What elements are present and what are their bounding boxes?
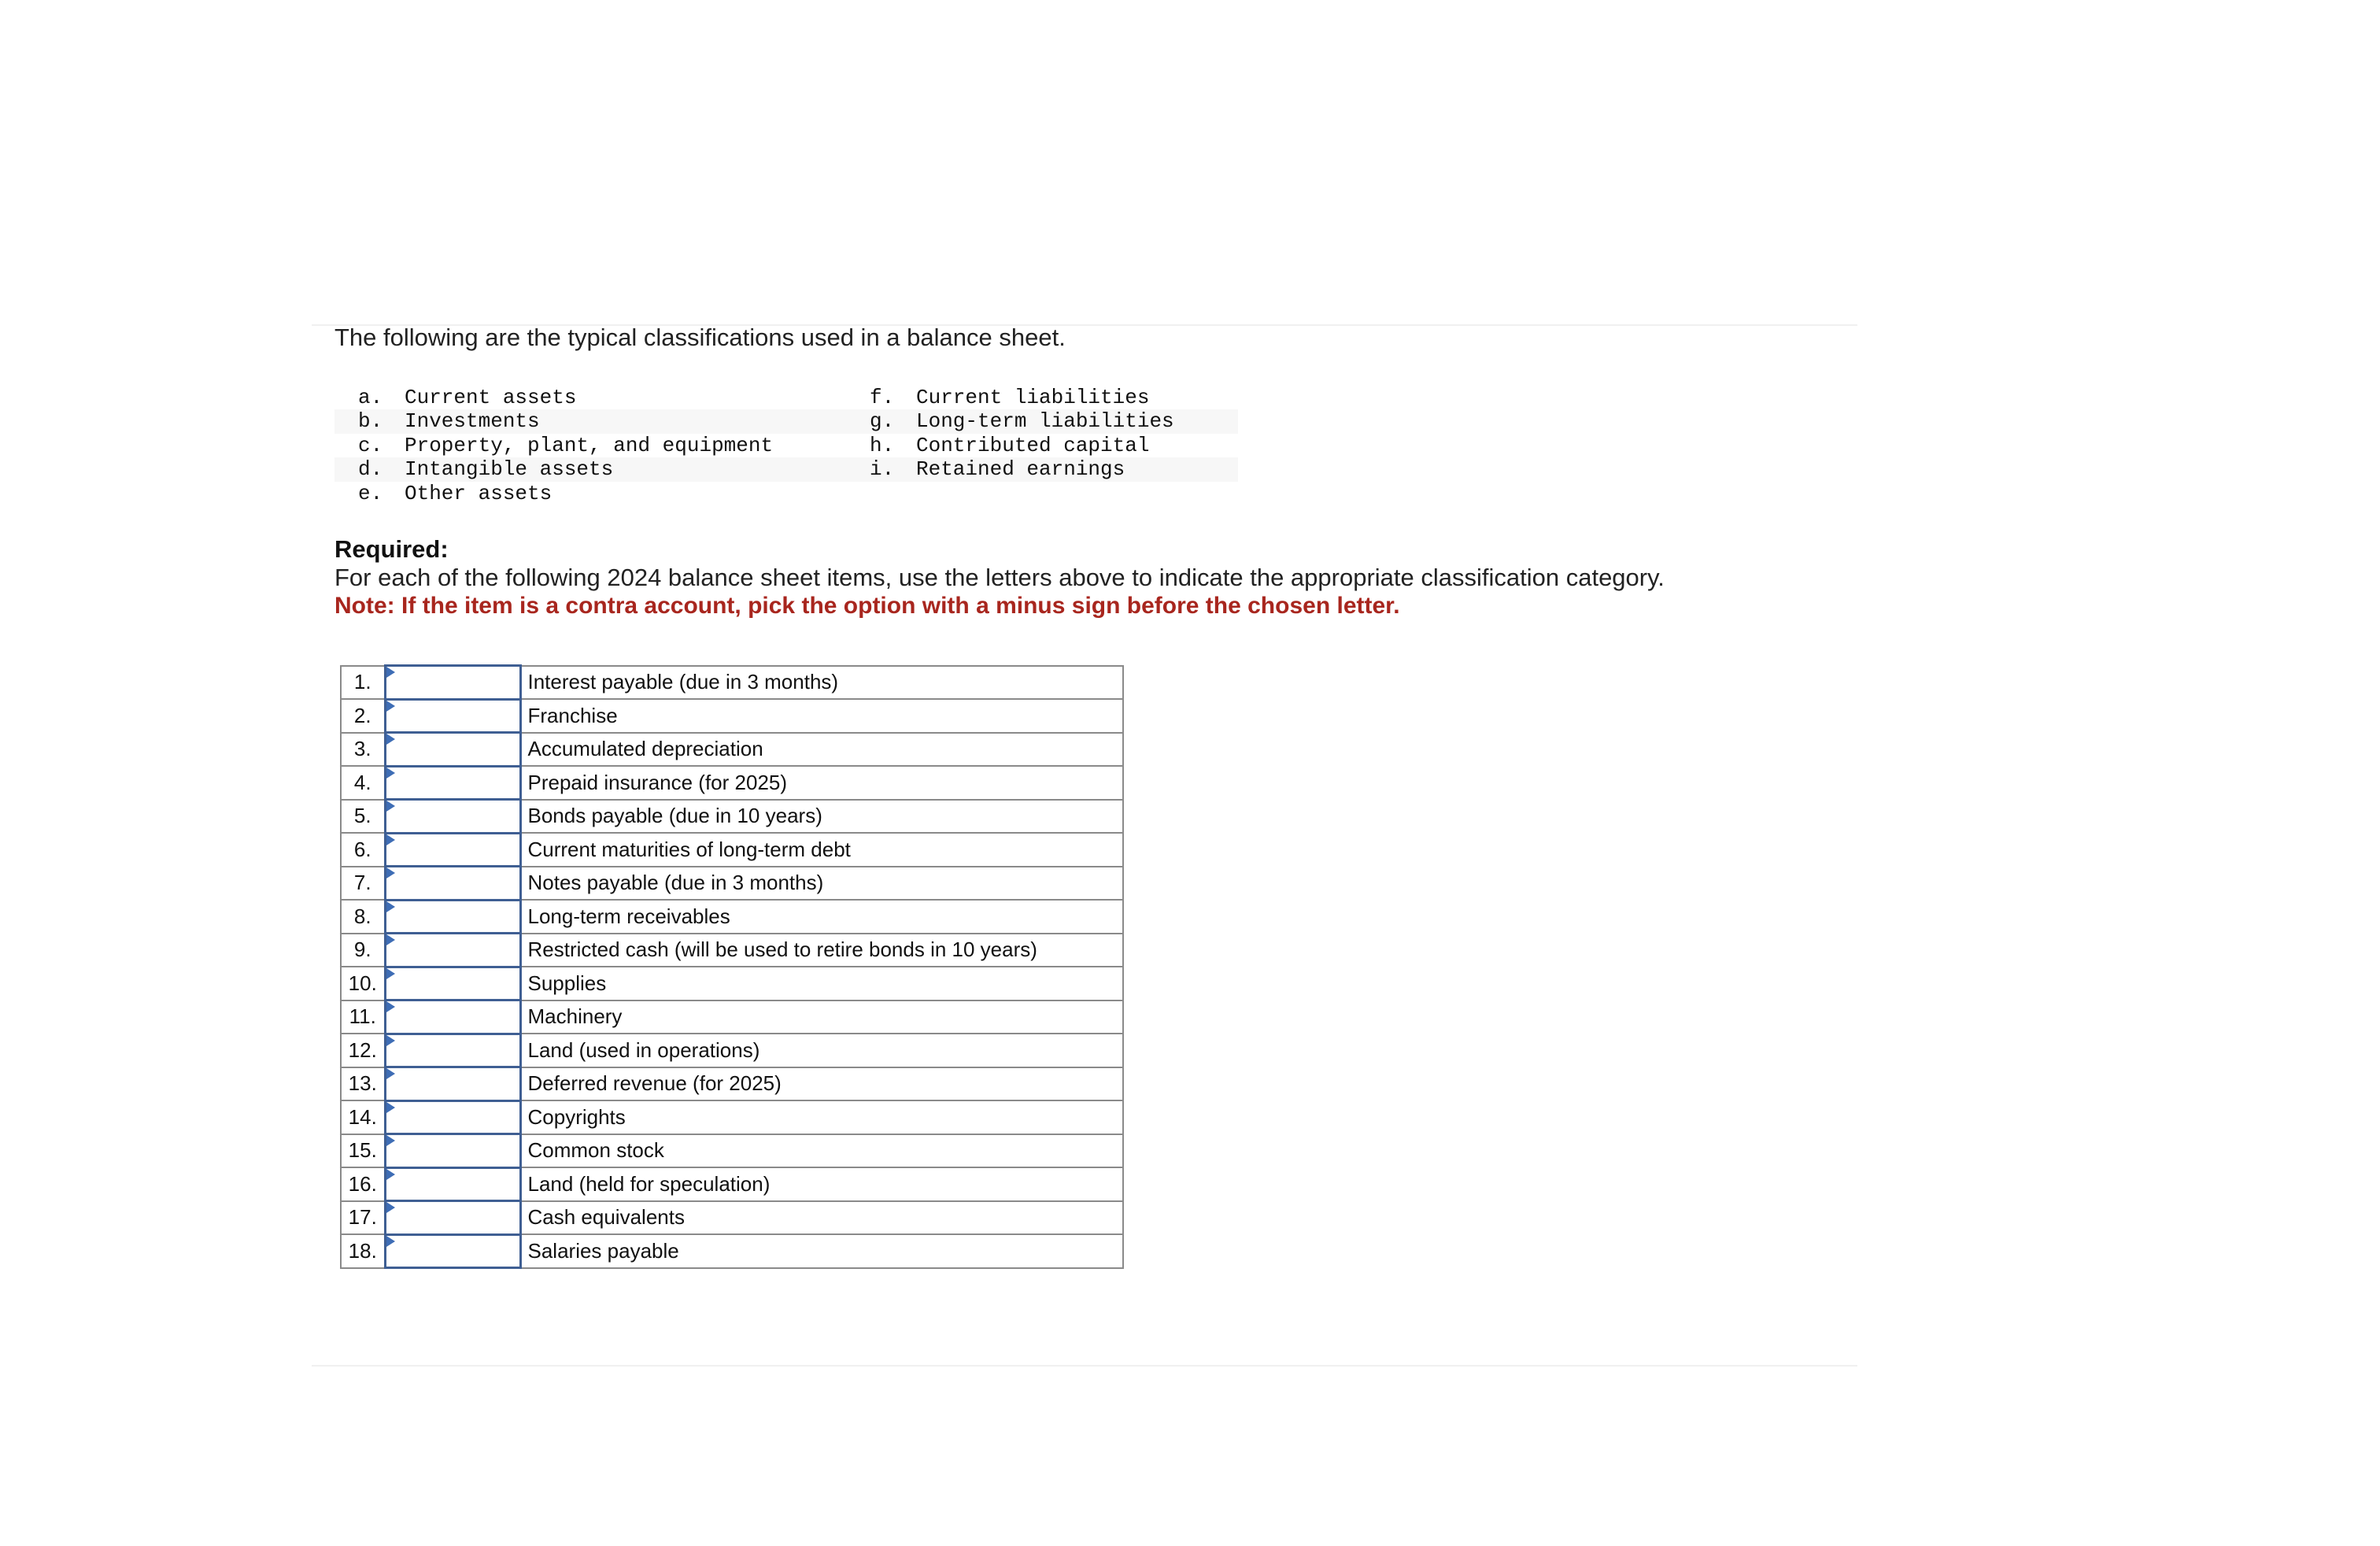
classification-row (334, 457, 1238, 481)
item-row (341, 1067, 1123, 1101)
selected-classification[interactable] (386, 1135, 519, 1167)
selected-classification[interactable] (386, 1102, 519, 1134)
dropdown-indicator-icon (386, 801, 395, 812)
item-description: Supplies (520, 967, 1123, 1000)
classification-label: Retained earnings (916, 457, 1125, 482)
item-description: Deferred revenue (for 2025) (520, 1067, 1123, 1101)
classification-label: Property, plant, and equipment (405, 433, 774, 457)
item-number: 11. (341, 1000, 385, 1034)
item-number: 13. (341, 1067, 385, 1101)
dropdown-indicator-icon (386, 901, 395, 912)
classification-dropdown[interactable] (385, 1134, 520, 1168)
classification-dropdown[interactable] (385, 1000, 520, 1034)
classification-dropdown[interactable] (385, 699, 520, 733)
item-description: Franchise (520, 699, 1123, 733)
item-description: Common stock (520, 1134, 1123, 1168)
selected-classification[interactable] (386, 1001, 519, 1033)
classification-letter: i. (870, 457, 895, 482)
classification-label: Investments (405, 409, 540, 434)
item-number: 10. (341, 967, 385, 1000)
item-row (341, 800, 1123, 834)
item-number: 7. (341, 867, 385, 901)
dropdown-indicator-icon (386, 1102, 395, 1113)
dropdown-indicator-icon (386, 834, 395, 845)
contra-account-note: Note: If the item is a contra account, pick the option with a minus sign before the chosen letter. (334, 593, 1400, 619)
classification-dropdown[interactable] (385, 766, 520, 800)
item-number: 6. (341, 833, 385, 867)
dropdown-indicator-icon (386, 1202, 395, 1213)
item-row (341, 766, 1123, 800)
item-description: Current maturities of long-term debt (520, 833, 1123, 867)
classification-dropdown[interactable] (385, 666, 520, 700)
selected-classification[interactable] (386, 934, 519, 966)
selected-classification[interactable] (386, 867, 519, 899)
item-description: Prepaid insurance (for 2025) (520, 766, 1123, 800)
item-description: Accumulated depreciation (520, 733, 1123, 767)
selected-classification[interactable] (386, 701, 519, 732)
selected-classification[interactable] (386, 834, 519, 866)
question-intro: The following are the typical classifications used in a balance sheet. (334, 324, 1066, 351)
item-number: 5. (341, 800, 385, 834)
item-description: Long-term receivables (520, 900, 1123, 934)
classification-dropdown[interactable] (385, 1067, 520, 1101)
classification-label: Contributed capital (916, 433, 1150, 457)
item-number: 1. (341, 666, 385, 700)
classification-list (334, 386, 1238, 505)
classification-label: Current liabilities (916, 386, 1150, 409)
classification-row (334, 482, 1238, 505)
item-description: Land (held for speculation) (520, 1167, 1123, 1201)
dropdown-indicator-icon (386, 1135, 395, 1146)
item-row (341, 900, 1123, 934)
classification-dropdown[interactable] (385, 833, 520, 867)
classification-dropdown[interactable] (385, 800, 520, 834)
item-row (341, 1034, 1123, 1067)
item-description: Land (used in operations) (520, 1034, 1123, 1067)
required-heading: Required: (334, 535, 449, 563)
item-description: Copyrights (520, 1100, 1123, 1134)
item-row (341, 1100, 1123, 1134)
item-row (341, 1167, 1123, 1201)
dropdown-indicator-icon (386, 1035, 395, 1046)
selected-classification[interactable] (386, 767, 519, 799)
classification-dropdown[interactable] (385, 1034, 520, 1067)
classification-dropdown[interactable] (385, 1167, 520, 1201)
classification-letter: e. (358, 481, 383, 505)
item-row (341, 733, 1123, 767)
item-number: 4. (341, 766, 385, 800)
classification-dropdown[interactable] (385, 733, 520, 767)
bottom-divider (312, 1365, 1857, 1367)
dropdown-indicator-icon (386, 701, 395, 712)
items-table-body (341, 666, 1123, 1268)
item-number: 3. (341, 733, 385, 767)
dropdown-indicator-icon (386, 767, 395, 779)
classification-letter: c. (358, 433, 383, 457)
classification-dropdown[interactable] (385, 934, 520, 967)
classification-label: Intangible assets (405, 457, 614, 482)
item-number: 14. (341, 1100, 385, 1134)
selected-classification[interactable] (386, 901, 519, 933)
classification-letter: g. (870, 409, 895, 434)
classification-label: Current assets (405, 386, 577, 409)
classification-dropdown[interactable] (385, 1234, 520, 1268)
item-row (341, 1234, 1123, 1268)
items-table (340, 664, 1124, 1269)
item-row (341, 1201, 1123, 1235)
dropdown-indicator-icon (386, 867, 395, 878)
item-row (341, 867, 1123, 901)
item-row (341, 833, 1123, 867)
item-row (341, 666, 1123, 700)
item-row (341, 699, 1123, 733)
classification-row (334, 409, 1238, 433)
item-description: Cash equivalents (520, 1201, 1123, 1235)
classification-letter: f. (870, 386, 895, 409)
classification-label: Other assets (405, 481, 552, 505)
dropdown-indicator-icon (386, 734, 395, 745)
dropdown-indicator-icon (386, 1068, 395, 1079)
classification-dropdown[interactable] (385, 1100, 520, 1134)
item-description: Bonds payable (due in 10 years) (520, 800, 1123, 834)
item-row (341, 1000, 1123, 1034)
selected-classification[interactable] (386, 667, 519, 698)
item-description: Notes payable (due in 3 months) (520, 867, 1123, 901)
selected-classification[interactable] (386, 801, 519, 832)
classification-letter: h. (870, 433, 895, 457)
item-number: 9. (341, 934, 385, 967)
selected-classification[interactable] (386, 1202, 519, 1233)
classification-label: Long-term liabilities (916, 409, 1174, 434)
dropdown-indicator-icon (386, 934, 395, 945)
classification-dropdown[interactable] (385, 900, 520, 934)
item-number: 17. (341, 1201, 385, 1235)
item-number: 16. (341, 1167, 385, 1201)
item-description: Salaries payable (520, 1234, 1123, 1268)
classification-row (334, 386, 1238, 409)
selected-classification[interactable] (386, 1068, 519, 1100)
classification-letter: d. (358, 457, 383, 482)
dropdown-indicator-icon (386, 1001, 395, 1012)
selected-classification[interactable] (386, 968, 519, 1000)
selected-classification[interactable] (386, 1035, 519, 1067)
classification-letter: a. (358, 386, 383, 409)
classification-letter: b. (358, 409, 383, 434)
item-number: 2. (341, 699, 385, 733)
selected-classification[interactable] (386, 1236, 519, 1267)
dropdown-indicator-icon (386, 667, 395, 678)
item-description: Restricted cash (will be used to retire bonds in 10 years) (520, 934, 1123, 967)
classification-dropdown[interactable] (385, 1201, 520, 1235)
classification-dropdown[interactable] (385, 967, 520, 1000)
classification-dropdown[interactable] (385, 867, 520, 901)
item-number: 12. (341, 1034, 385, 1067)
item-row (341, 934, 1123, 967)
dropdown-indicator-icon (386, 1169, 395, 1180)
item-number: 18. (341, 1234, 385, 1268)
selected-classification[interactable] (386, 734, 519, 765)
dropdown-indicator-icon (386, 968, 395, 979)
item-number: 15. (341, 1134, 385, 1168)
item-row (341, 967, 1123, 1000)
classification-row (334, 434, 1238, 457)
selected-classification[interactable] (386, 1169, 519, 1200)
dropdown-indicator-icon (386, 1236, 395, 1247)
item-number: 8. (341, 900, 385, 934)
item-description: Machinery (520, 1000, 1123, 1034)
item-description: Interest payable (due in 3 months) (520, 666, 1123, 700)
required-instructions: For each of the following 2024 balance sheet items, use the letters above to indicate the appropriate classification category. (334, 564, 1665, 591)
item-row (341, 1134, 1123, 1168)
